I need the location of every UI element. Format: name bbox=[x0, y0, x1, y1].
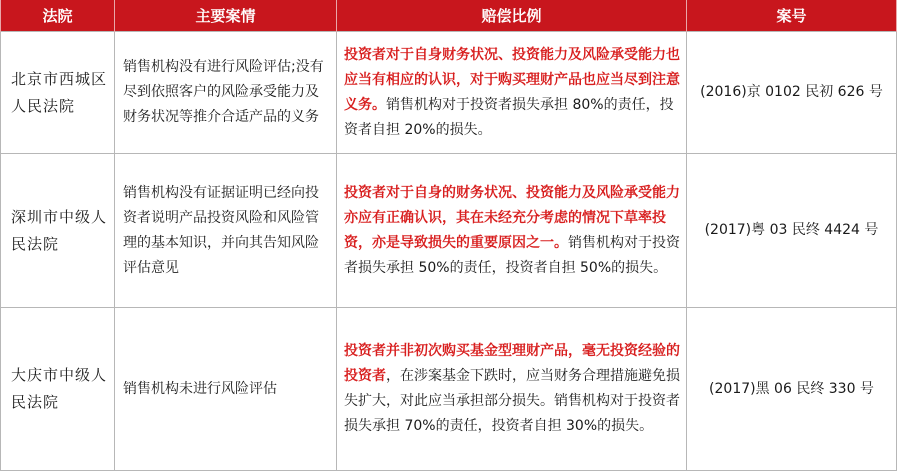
case-summary-cell: 销售机构未进行风险评估 bbox=[115, 308, 337, 471]
compensation-ratio-cell bbox=[337, 32, 687, 154]
ratio-text: ，在涉案基金下跌时，应当财务合理措施避免损失扩大，对此应当承担部分损失。销售机构对于投资者损失承担 70%的责任，投资者自担 30%的损失。 bbox=[344, 368, 680, 434]
ratio-highlight-text: 投资者对于自身财务状况、投资能力及风险承受能力也应当有相应的认识，对于购买理财产品也应当尽到注意义务。 bbox=[344, 46, 680, 113]
ratio-text: 销售机构对于投资者损失承担 80%的责任，投资者自担 20%的损失。 bbox=[344, 96, 674, 138]
table-row bbox=[1, 32, 897, 154]
court-cell: 北京市西城区人民法院 bbox=[1, 32, 115, 154]
court-cell: 大庆市中级人民法院 bbox=[1, 308, 115, 471]
header-row bbox=[1, 0, 897, 32]
header-compensation-ratio: 赔偿比例 bbox=[337, 0, 687, 32]
ratio-highlight-text: 投资者并非初次购买基金型理财产品，毫无投资经验的投资者 bbox=[344, 343, 680, 384]
header-case-summary: 主要案情 bbox=[115, 0, 337, 32]
court-cell: 深圳市中级人民法院 bbox=[1, 154, 115, 308]
table-row bbox=[1, 154, 897, 308]
ratio-highlight-text: 投资者对于自身的财务状况、投资能力及风险承受能力亦应有正确认识，其在未经充分考虑的情况下草率投资，亦是导致损失的重要原因之一。 bbox=[344, 184, 680, 251]
header-case-number: 案号 bbox=[687, 0, 897, 32]
ratio-text: 销售机构对于投资者损失承担 50%的责任，投资者自担 50%的损失。 bbox=[344, 234, 680, 276]
case-number-cell: (2017)粤 03 民终 4424 号 bbox=[687, 154, 897, 308]
case-number-cell: (2017)黑 06 民终 330 号 bbox=[687, 308, 897, 471]
compensation-ratio-cell bbox=[337, 154, 687, 308]
case-number-cell: (2016)京 0102 民初 626 号 bbox=[687, 32, 897, 154]
case-summary-cell: 销售机构没有证据证明已经向投资者说明产品投资风险和风险管理的基本知识，并向其告知风险评估意见 bbox=[115, 154, 337, 308]
table-row bbox=[1, 308, 897, 471]
case-summary-cell: 销售机构没有进行风险评估;没有尽到依照客户的风险承受能力及财务状况等推介合适产品的义务 bbox=[115, 32, 337, 154]
header-court: 法院 bbox=[1, 0, 115, 32]
compensation-ratio-cell bbox=[337, 308, 687, 471]
